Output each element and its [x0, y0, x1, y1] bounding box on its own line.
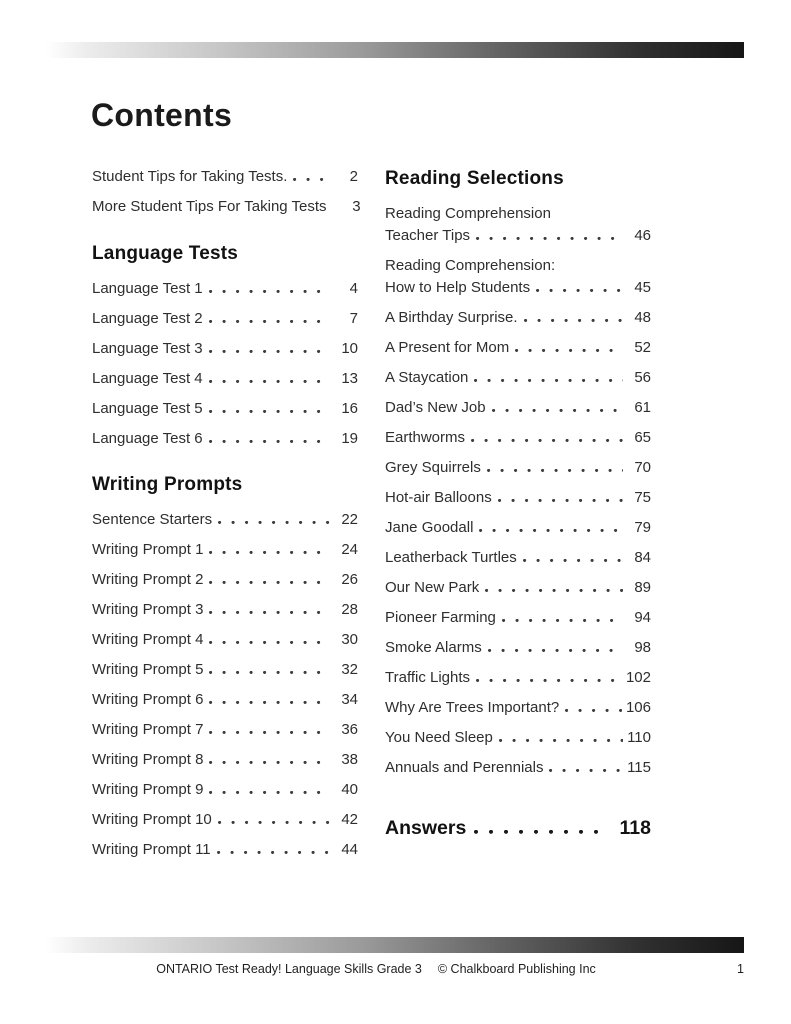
toc-entry-page-number: 13: [341, 369, 358, 387]
toc-entry-page-number: 3: [352, 198, 361, 215]
toc-entry-page-number: 61: [634, 399, 651, 416]
toc-entry-row: [385, 637, 651, 659]
dot-leader: [293, 178, 330, 181]
toc-entry-label: A Staycation: [385, 369, 469, 386]
toc-entry-label: You Need Sleep: [385, 729, 493, 746]
toc-entry: [385, 457, 651, 479]
toc-entry-row: [92, 809, 358, 831]
toc-entry: [385, 577, 651, 599]
dot-leader: [536, 289, 623, 292]
toc-entry: [92, 659, 358, 681]
toc-entry-label: Grey Squirrels: [385, 459, 481, 476]
toc-entry-page-number: 94: [634, 609, 651, 626]
toc-entry-row: [92, 368, 358, 390]
section-heading-reading-selections: Reading Selections: [385, 168, 564, 189]
dot-leader: [502, 619, 623, 622]
toc-entry-page-number: 98: [634, 639, 651, 656]
dot-leader: [209, 641, 330, 644]
toc-entry-label: Pioneer Farming: [385, 609, 496, 626]
toc-entry-page-number: 24: [341, 541, 358, 558]
toc-entry: [385, 307, 651, 329]
bottom-gradient-bar: [46, 937, 744, 953]
toc-entry-label: Writing Prompt 7: [92, 721, 204, 738]
toc-entry-label: Writing Prompt 2: [92, 571, 204, 588]
toc-entry: [385, 697, 651, 719]
footer-book-title: ONTARIO Test Ready! Language Skills Grade 3: [156, 962, 422, 976]
dot-leader: [515, 349, 623, 352]
dot-leader: [218, 521, 330, 524]
toc-entry-page-number: 89: [634, 579, 651, 596]
toc-entry-label: Writing Prompt 9: [92, 781, 204, 798]
toc-entry-row: [92, 719, 358, 741]
toc-entry: [92, 629, 358, 651]
toc-entry: [385, 367, 651, 389]
toc-entry-label: Leatherback Turtles: [385, 549, 517, 566]
toc-entry-page-number: 10: [341, 339, 358, 357]
toc-entry-label: Dad’s New Job: [385, 399, 486, 416]
toc-entry-page-number: 32: [341, 661, 358, 678]
toc-entry: [92, 368, 358, 390]
toc-entry: [385, 607, 651, 629]
dot-leader: [549, 769, 623, 772]
footer-page-number: 1: [737, 962, 744, 976]
toc-entry: [92, 166, 358, 188]
dot-leader: [565, 709, 622, 712]
toc-entry-label: Student Tips for Taking Tests.: [92, 168, 288, 185]
dot-leader: [476, 237, 623, 240]
toc-entry-label: A Birthday Surprise.: [385, 309, 518, 326]
page-title: Contents: [91, 97, 233, 133]
toc-language-tests-list: [92, 278, 358, 450]
toc-entry: [385, 255, 651, 299]
toc-entry: [92, 719, 358, 741]
toc-entry: [92, 839, 358, 861]
toc-entry: [385, 757, 651, 779]
toc-entry-page-number: 65: [634, 429, 651, 446]
toc-entry-row: [92, 629, 358, 651]
dot-leader: [209, 320, 330, 323]
toc-entry-page-number: 79: [634, 519, 651, 536]
dot-leader: [209, 440, 330, 443]
toc-entry-row: [385, 547, 651, 569]
footer-publisher: © Chalkboard Publishing Inc: [437, 962, 596, 976]
toc-entry-page-number: 7: [349, 309, 358, 327]
toc-entry-label: Our New Park: [385, 579, 480, 596]
toc-entry: [385, 487, 651, 509]
toc-entry: [92, 278, 358, 300]
dot-leader: [209, 551, 330, 554]
dot-leader: [209, 350, 330, 353]
toc-entry-label: Language Test 6: [92, 429, 203, 447]
toc-entry: [385, 727, 651, 749]
toc-entry-row: [385, 487, 651, 509]
toc-entry-label: Language Test 5: [92, 399, 203, 417]
dot-leader: [474, 379, 623, 382]
toc-entry-row: [92, 166, 358, 188]
answers-label: Answers: [385, 816, 467, 839]
toc-entry-page-number: 56: [634, 369, 651, 386]
toc-entry-page-number: 75: [634, 489, 651, 506]
dot-leader: [218, 821, 330, 824]
toc-entry: [92, 599, 358, 621]
dot-leader: [479, 529, 623, 532]
toc-entry-page-number: 36: [341, 721, 358, 738]
toc-entry-page-number: 115: [627, 759, 651, 776]
toc-entry-row: [385, 397, 651, 419]
toc-entry-row: [92, 428, 358, 450]
answers-entry: [385, 817, 651, 840]
toc-entry-row: [385, 427, 651, 449]
toc-intro-list: [92, 166, 361, 218]
toc-entry-label: Teacher Tips: [385, 227, 471, 244]
toc-entry: [92, 749, 358, 771]
toc-entry-label: Writing Prompt 5: [92, 661, 204, 678]
toc-entry-label: Writing Prompt 3: [92, 601, 204, 618]
dot-leader: [209, 731, 330, 734]
toc-entry: [92, 398, 358, 420]
toc-entry-label: Writing Prompt 11: [92, 841, 211, 858]
toc-entry-page-number: 16: [341, 399, 358, 417]
dot-leader: [209, 410, 330, 413]
toc-entry-row: [92, 308, 358, 330]
toc-entry: [385, 397, 651, 419]
toc-entry: [92, 338, 358, 360]
toc-entry: [92, 539, 358, 561]
toc-entry-page-number: 106: [625, 699, 651, 716]
toc-entry-page-number: 30: [341, 631, 358, 648]
toc-entry-label: Language Test 2: [92, 309, 203, 327]
toc-entry-row: [92, 779, 358, 801]
toc-entry-label: Writing Prompt 8: [92, 751, 204, 768]
toc-entry-page-number: 84: [634, 549, 651, 566]
toc-entry-label: How to Help Students: [385, 279, 531, 296]
toc-entry: [92, 809, 358, 831]
dot-leader: [209, 581, 330, 584]
toc-entry-label: Writing Prompt 4: [92, 631, 204, 648]
toc-entry-row: [92, 196, 361, 218]
toc-entry-page-number: 48: [634, 309, 651, 326]
answers-page-number: 118: [619, 816, 651, 839]
toc-entry-row: [385, 225, 651, 247]
toc-entry-row: [92, 689, 358, 711]
toc-entry-pre-label: Reading Comprehension:: [385, 257, 556, 274]
toc-entry-row: [92, 278, 358, 300]
toc-entry-row: [385, 457, 651, 479]
toc-entry: [92, 779, 358, 801]
dot-leader: [476, 679, 622, 682]
dot-leader: [487, 469, 623, 472]
toc-entry: [385, 337, 651, 359]
toc-reading-selections-list: [385, 203, 651, 779]
toc-entry: [385, 427, 651, 449]
toc-entry-row: [92, 539, 358, 561]
toc-entry-row: [385, 277, 651, 299]
toc-entry-row: [92, 599, 358, 621]
toc-entry-row: [92, 749, 358, 771]
toc-entry-row: [385, 727, 651, 749]
toc-entry-label: Annuals and Perennials: [385, 759, 544, 776]
toc-entry-label: Language Test 4: [92, 369, 203, 387]
toc-entry: [92, 509, 358, 531]
toc-entry-label: Smoke Alarms: [385, 639, 482, 656]
toc-entry: [92, 428, 358, 450]
dot-leader: [524, 319, 623, 322]
toc-entry-label: Why Are Trees Important?: [385, 699, 560, 716]
toc-entry: [385, 547, 651, 569]
dot-leader: [209, 791, 330, 794]
toc-entry-page-number: 102: [625, 669, 651, 686]
toc-entry-page-number: 42: [341, 811, 358, 828]
toc-entry: [385, 517, 651, 539]
dot-leader: [488, 649, 623, 652]
dot-leader: [209, 701, 330, 704]
toc-entry-row: [385, 607, 651, 629]
toc-entry-page-number: 22: [341, 511, 358, 528]
toc-entry-row: [385, 517, 651, 539]
toc-entry-row: [92, 398, 358, 420]
dot-leader: [217, 851, 330, 854]
toc-entry-page-number: 45: [634, 279, 651, 296]
dot-leader: [485, 589, 623, 592]
dot-leader: [209, 290, 330, 293]
dot-leader: [499, 739, 623, 742]
toc-entry-label: A Present for Mom: [385, 339, 510, 356]
toc-entry-page-number: 38: [341, 751, 358, 768]
dot-leader: [209, 380, 330, 383]
dot-leader: [209, 671, 330, 674]
dot-leader: [523, 559, 623, 562]
toc-entry: [92, 196, 361, 218]
toc-entry-page-number: 34: [341, 691, 358, 708]
toc-entry-page-number: 40: [341, 781, 358, 798]
toc-entry-label: Earthworms: [385, 429, 466, 446]
toc-entry-row: [92, 839, 358, 861]
toc-entry-label: Jane Goodall: [385, 519, 474, 536]
toc-entry-row: [92, 569, 358, 591]
toc-entry-row: [92, 659, 358, 681]
dot-leader: [474, 830, 609, 834]
toc-writing-prompts-list: [92, 509, 358, 861]
toc-entry-row: [385, 367, 651, 389]
section-heading-writing-prompts: Writing Prompts: [92, 474, 243, 495]
toc-entry-page-number: 28: [341, 601, 358, 618]
toc-entry-page-number: 2: [349, 168, 358, 185]
dot-leader: [209, 761, 330, 764]
toc-entry-page-number: 46: [634, 227, 651, 244]
toc-entry-page-number: 110: [627, 729, 651, 746]
toc-entry-page-number: 52: [634, 339, 651, 356]
toc-entry-row: [385, 697, 651, 719]
toc-entry-page-number: 26: [341, 571, 358, 588]
page-footer: [46, 962, 706, 976]
toc-entry-label: Language Test 1: [92, 279, 203, 297]
toc-left-column: [92, 166, 361, 869]
toc-entry-row: [92, 509, 358, 531]
toc-entry-label: Language Test 3: [92, 339, 203, 357]
toc-entry: [385, 667, 651, 689]
toc-entry-label: More Student Tips For Taking Tests: [92, 198, 327, 215]
toc-entry-page-number: 4: [349, 279, 358, 297]
toc-entry-label: Writing Prompt 10: [92, 811, 212, 828]
toc-entry-label: Writing Prompt 6: [92, 691, 204, 708]
toc-entry-page-number: 19: [341, 429, 358, 447]
toc-entry-row: [92, 338, 358, 360]
toc-entry-pre-label: Reading Comprehension: [385, 205, 551, 222]
toc-entry: [385, 637, 651, 659]
section-heading-language-tests: Language Tests: [92, 242, 239, 264]
toc-entry-label: Sentence Starters: [92, 511, 213, 528]
toc-entry-page-number: 70: [634, 459, 651, 476]
toc-entry-page-number: 44: [341, 841, 358, 858]
toc-entry-label: Traffic Lights: [385, 669, 471, 686]
dot-leader: [498, 499, 623, 502]
toc-entry-row: [385, 667, 651, 689]
toc-entry-label: Hot-air Balloons: [385, 489, 492, 506]
toc-entry-label: Writing Prompt 1: [92, 541, 204, 558]
toc-entry: [385, 203, 651, 247]
toc-entry-row: [385, 307, 651, 329]
dot-leader: [492, 409, 623, 412]
toc-entry: [92, 689, 358, 711]
toc-entry: [92, 569, 358, 591]
toc-right-column: [385, 166, 651, 840]
dot-leader: [209, 611, 330, 614]
dot-leader: [471, 439, 623, 442]
top-gradient-bar: [46, 42, 744, 58]
toc-entry: [92, 308, 358, 330]
toc-entry-row: [385, 757, 651, 779]
toc-entry-row: [385, 577, 651, 599]
toc-entry-row: [385, 337, 651, 359]
